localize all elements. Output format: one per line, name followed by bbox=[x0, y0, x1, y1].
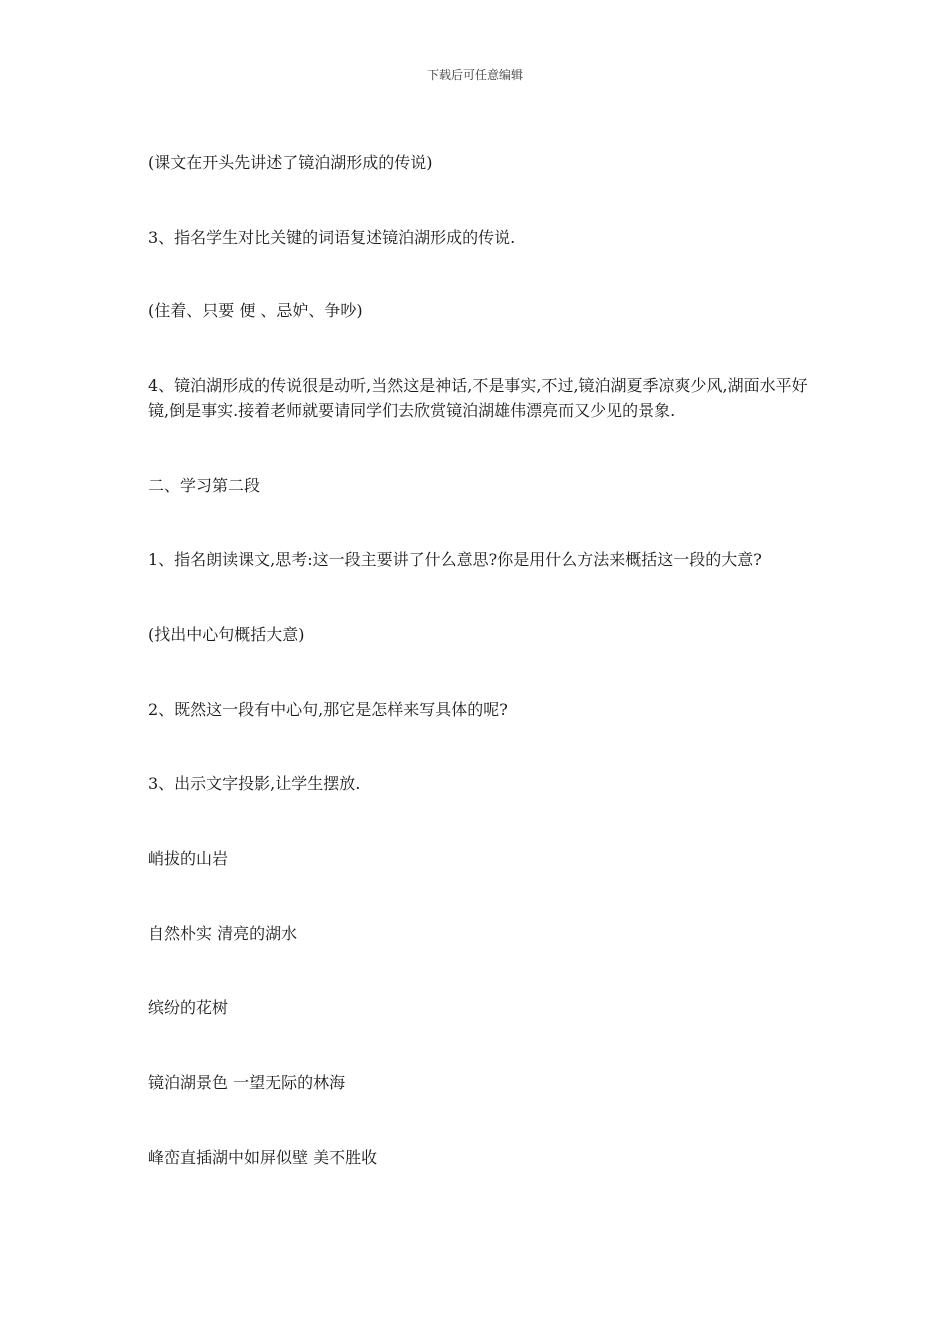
paragraph: 峭拔的山岩 bbox=[148, 849, 229, 868]
paragraph: 自然朴实 清亮的湖水 bbox=[148, 924, 298, 943]
paragraph: (住着、只要 便 、忌妒、争吵) bbox=[148, 301, 363, 320]
paragraph: (课文在开头先讲述了镜泊湖形成的传说) bbox=[148, 153, 433, 172]
paragraph: 缤纷的花树 bbox=[148, 998, 229, 1017]
paragraph: 3、出示文字投影,让学生摆放. bbox=[148, 774, 361, 793]
paragraph: (找出中心句概括大意) bbox=[148, 625, 305, 644]
paragraph: 2、既然这一段有中心句,那它是怎样来写具体的呢? bbox=[148, 700, 508, 719]
paragraph: 峰峦直插湖中如屏似壁 美不胜收 bbox=[148, 1148, 378, 1167]
paragraph: 镜泊湖景色 一望无际的林海 bbox=[148, 1073, 346, 1092]
page-header: 下载后可任意编辑 bbox=[426, 68, 523, 82]
section-heading: 二、学习第二段 bbox=[148, 476, 261, 495]
paragraph: 3、指名学生对比关键的词语复述镜泊湖形成的传说. bbox=[148, 228, 516, 247]
paragraph: 4、镜泊湖形成的传说很是动听,当然这是神话,不是事实,不过,镜泊湖夏季凉爽少风,湖面水平好镜,倒是事实.接着老师就要请同学们去欣赏镜泊湖雄伟漂亮而又少见的景象. bbox=[148, 376, 808, 420]
paragraph: 1、指名朗读课文,思考:这一段主要讲了什么意思?你是用什么方法来概括这一段的大意? bbox=[148, 550, 762, 569]
